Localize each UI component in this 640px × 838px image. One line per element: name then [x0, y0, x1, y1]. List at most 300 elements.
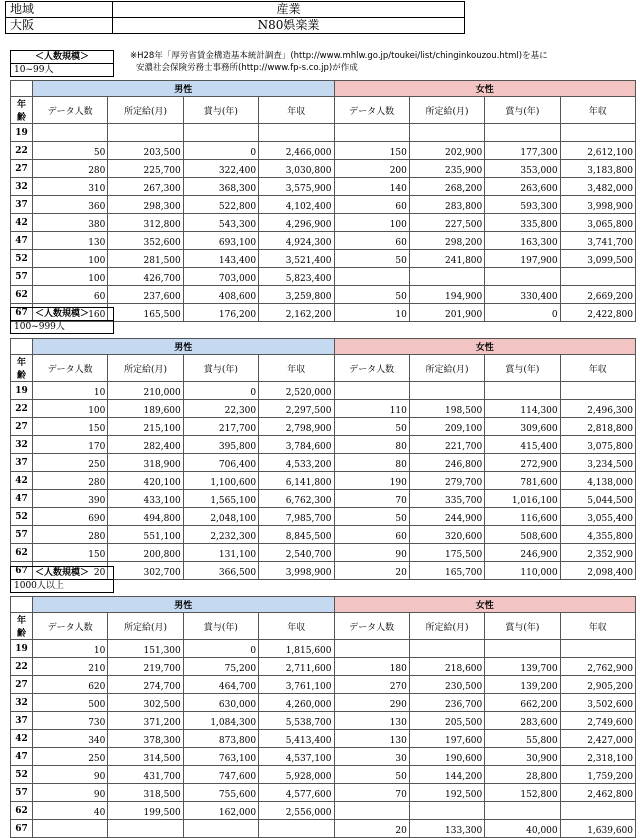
age-cell: 57	[11, 784, 33, 802]
table-row	[11, 178, 636, 196]
male-value-cell: 219,700	[108, 658, 183, 676]
male-value-cell: 494,800	[108, 508, 183, 526]
female-value-cell: 20	[334, 820, 409, 838]
female-value-cell	[409, 124, 484, 142]
female-value-cell: 114,300	[485, 400, 560, 418]
male-value-cell: 747,600	[183, 766, 258, 784]
female-value-cell: 2,098,400	[560, 562, 635, 580]
female-value-cell: 3,502,600	[560, 694, 635, 712]
female-value-cell	[334, 382, 409, 400]
column-header: 所定給(月)	[409, 613, 484, 640]
industry-value: N80娯楽業	[113, 18, 465, 34]
female-value-cell: 4,355,800	[560, 526, 635, 544]
male-value-cell: 543,300	[183, 214, 258, 232]
male-value-cell: 3,761,100	[259, 676, 334, 694]
age-header-blank	[11, 339, 33, 355]
male-value-cell: 225,700	[108, 160, 183, 178]
female-value-cell: 5,044,500	[560, 490, 635, 508]
male-value-cell: 318,500	[108, 784, 183, 802]
male-value-cell: 162,000	[183, 802, 258, 820]
table-row	[11, 232, 636, 250]
female-value-cell: 279,700	[409, 472, 484, 490]
male-value-cell	[259, 820, 334, 838]
column-header: データ人数	[33, 355, 108, 382]
female-value-cell: 335,800	[485, 214, 560, 232]
wage-table	[10, 338, 636, 580]
male-value-cell: 4,924,300	[259, 232, 334, 250]
female-value-cell: 70	[334, 784, 409, 802]
male-value-cell: 280	[33, 526, 108, 544]
female-value-cell: 152,800	[485, 784, 560, 802]
female-value-cell	[560, 124, 635, 142]
female-value-cell: 201,900	[409, 304, 484, 322]
male-value-cell: 298,300	[108, 196, 183, 214]
wage-table	[10, 596, 636, 838]
male-value-cell: 3,259,800	[259, 286, 334, 304]
female-value-cell: 263,600	[485, 178, 560, 196]
size-box	[10, 307, 114, 334]
male-value-cell: 237,600	[108, 286, 183, 304]
column-header: 賞与(年)	[183, 355, 258, 382]
female-value-cell: 268,200	[409, 178, 484, 196]
female-value-cell: 221,700	[409, 436, 484, 454]
female-value-cell: 190,600	[409, 748, 484, 766]
male-value-cell: 755,600	[183, 784, 258, 802]
male-value-cell: 2,556,000	[259, 802, 334, 820]
male-value-cell: 352,600	[108, 232, 183, 250]
female-value-cell: 2,427,000	[560, 730, 635, 748]
male-value-cell: 217,700	[183, 418, 258, 436]
female-value-cell: 20	[334, 562, 409, 580]
female-value-cell	[334, 268, 409, 286]
male-value-cell: 2,297,500	[259, 400, 334, 418]
table-row	[11, 124, 636, 142]
male-value-cell: 40	[33, 802, 108, 820]
region-value: 大阪	[6, 18, 113, 34]
male-value-cell: 4,537,100	[259, 748, 334, 766]
female-value-cell: 60	[334, 232, 409, 250]
female-value-cell: 90	[334, 544, 409, 562]
male-value-cell: 1,100,600	[183, 472, 258, 490]
male-header: 男性	[33, 597, 335, 613]
female-value-cell: 180	[334, 658, 409, 676]
male-value-cell: 2,798,900	[259, 418, 334, 436]
female-value-cell: 177,300	[485, 142, 560, 160]
female-value-cell: 202,900	[409, 142, 484, 160]
female-value-cell: 662,200	[485, 694, 560, 712]
column-header: データ人数	[334, 97, 409, 124]
age-cell: 62	[11, 286, 33, 304]
male-value-cell	[33, 820, 108, 838]
column-header: 賞与(年)	[485, 355, 560, 382]
male-value-cell: 50	[33, 142, 108, 160]
male-value-cell: 620	[33, 676, 108, 694]
female-value-cell: 116,600	[485, 508, 560, 526]
size-title: ＜人数規模＞	[11, 567, 114, 580]
age-cell: 52	[11, 508, 33, 526]
male-value-cell: 3,521,400	[259, 250, 334, 268]
male-value-cell: 368,300	[183, 178, 258, 196]
male-value-cell: 302,500	[108, 694, 183, 712]
male-value-cell: 360	[33, 196, 108, 214]
female-value-cell: 298,200	[409, 232, 484, 250]
male-value-cell: 420,100	[108, 472, 183, 490]
column-header: 所定給(月)	[409, 97, 484, 124]
female-value-cell: 175,500	[409, 544, 484, 562]
female-header: 女性	[334, 339, 636, 355]
male-value-cell: 630,000	[183, 694, 258, 712]
table-row	[11, 490, 636, 508]
age-header-blank	[11, 81, 33, 97]
female-value-cell: 190	[334, 472, 409, 490]
female-value-cell: 80	[334, 454, 409, 472]
male-value-cell: 4,260,000	[259, 694, 334, 712]
male-value-cell: 2,711,600	[259, 658, 334, 676]
male-value-cell: 380	[33, 214, 108, 232]
female-value-cell: 3,055,400	[560, 508, 635, 526]
table-row	[11, 802, 636, 820]
age-cell: 42	[11, 214, 33, 232]
table-row	[11, 250, 636, 268]
table-row	[11, 748, 636, 766]
male-value-cell: 433,100	[108, 490, 183, 508]
male-value-cell: 250	[33, 454, 108, 472]
female-header: 女性	[334, 597, 636, 613]
region-label: 地域	[6, 2, 113, 18]
female-value-cell: 241,800	[409, 250, 484, 268]
female-value-cell: 227,500	[409, 214, 484, 232]
female-value-cell: 2,669,200	[560, 286, 635, 304]
male-value-cell: 2,048,100	[183, 508, 258, 526]
male-value-cell: 199,500	[108, 802, 183, 820]
male-value-cell: 551,100	[108, 526, 183, 544]
female-value-cell: 192,500	[409, 784, 484, 802]
age-cell: 27	[11, 160, 33, 178]
female-value-cell	[560, 382, 635, 400]
female-value-cell: 163,300	[485, 232, 560, 250]
male-value-cell	[259, 124, 334, 142]
male-value-cell: 302,700	[108, 562, 183, 580]
column-header: データ人数	[334, 355, 409, 382]
female-value-cell: 50	[334, 250, 409, 268]
age-cell: 67	[11, 820, 33, 838]
male-value-cell: 314,500	[108, 748, 183, 766]
table-row	[11, 472, 636, 490]
male-value-cell: 5,538,700	[259, 712, 334, 730]
female-value-cell: 197,600	[409, 730, 484, 748]
female-value-cell: 218,600	[409, 658, 484, 676]
age-cell: 19	[11, 640, 33, 658]
female-value-cell: 2,318,100	[560, 748, 635, 766]
female-value-cell	[334, 802, 409, 820]
male-value-cell: 150	[33, 544, 108, 562]
age-cell: 37	[11, 196, 33, 214]
source-note-line2: 安濃社会保険労務士事務所(http://www.fp-s.co.jp)が作成	[136, 63, 358, 73]
age-cell: 52	[11, 766, 33, 784]
female-value-cell: 283,600	[485, 712, 560, 730]
male-value-cell: 4,102,400	[259, 196, 334, 214]
male-value-cell: 282,400	[108, 436, 183, 454]
age-header: 年齢	[11, 355, 33, 382]
male-value-cell: 151,300	[108, 640, 183, 658]
male-value-cell: 200,800	[108, 544, 183, 562]
male-value-cell: 4,296,900	[259, 214, 334, 232]
female-value-cell: 110	[334, 400, 409, 418]
male-value-cell: 250	[33, 748, 108, 766]
male-value-cell: 6,762,300	[259, 490, 334, 508]
male-value-cell: 312,800	[108, 214, 183, 232]
female-value-cell: 283,800	[409, 196, 484, 214]
male-value-cell: 267,300	[108, 178, 183, 196]
table-row	[11, 658, 636, 676]
column-header: 所定給(月)	[108, 613, 183, 640]
table-row	[11, 676, 636, 694]
size-title: ＜人数規模＞	[11, 308, 114, 321]
female-value-cell: 30,900	[485, 748, 560, 766]
male-value-cell: 3,998,900	[259, 562, 334, 580]
male-value-cell: 693,100	[183, 232, 258, 250]
table-row	[11, 454, 636, 472]
female-value-cell: 139,700	[485, 658, 560, 676]
female-value-cell: 60	[334, 196, 409, 214]
female-value-cell: 150	[334, 142, 409, 160]
column-header: データ人数	[334, 613, 409, 640]
male-value-cell	[108, 820, 183, 838]
industry-label: 産業	[113, 2, 465, 18]
male-value-cell: 318,900	[108, 454, 183, 472]
male-value-cell: 322,400	[183, 160, 258, 178]
female-value-cell	[409, 382, 484, 400]
male-value-cell: 203,500	[108, 142, 183, 160]
male-value-cell: 100	[33, 400, 108, 418]
male-value-cell: 3,784,600	[259, 436, 334, 454]
female-value-cell: 1,639,600	[560, 820, 635, 838]
female-value-cell	[485, 640, 560, 658]
column-header: データ人数	[33, 97, 108, 124]
table-row	[11, 712, 636, 730]
male-value-cell: 60	[33, 286, 108, 304]
male-header: 男性	[33, 81, 335, 97]
female-value-cell: 2,905,200	[560, 676, 635, 694]
female-value-cell: 415,400	[485, 436, 560, 454]
female-value-cell: 3,099,500	[560, 250, 635, 268]
male-value-cell: 706,400	[183, 454, 258, 472]
male-value-cell: 100	[33, 250, 108, 268]
male-value-cell: 378,300	[108, 730, 183, 748]
age-header: 年齢	[11, 97, 33, 124]
table-row	[11, 784, 636, 802]
male-value-cell: 390	[33, 490, 108, 508]
female-value-cell: 50	[334, 508, 409, 526]
female-value-cell: 133,300	[409, 820, 484, 838]
female-value-cell: 3,183,800	[560, 160, 635, 178]
age-cell: 62	[11, 802, 33, 820]
male-value-cell: 426,700	[108, 268, 183, 286]
male-value-cell: 5,823,400	[259, 268, 334, 286]
female-value-cell: 110,000	[485, 562, 560, 580]
male-value-cell: 8,845,500	[259, 526, 334, 544]
female-value-cell: 2,612,100	[560, 142, 635, 160]
female-value-cell: 235,900	[409, 160, 484, 178]
age-cell: 19	[11, 382, 33, 400]
male-value-cell: 730	[33, 712, 108, 730]
table-row	[11, 142, 636, 160]
size-box	[10, 50, 114, 77]
source-note-line1: ※H28年「厚労省賃金構造基本統計調査」(http://www.mhlw.go.jp/toukei/list/chinginkouzou.html)を基に	[130, 51, 548, 61]
table-row	[11, 526, 636, 544]
female-value-cell: 10	[334, 304, 409, 322]
column-header: 賞与(年)	[485, 613, 560, 640]
header-table	[5, 1, 465, 34]
female-value-cell: 270	[334, 676, 409, 694]
female-value-cell: 50	[334, 286, 409, 304]
male-value-cell	[183, 820, 258, 838]
male-value-cell: 2,466,000	[259, 142, 334, 160]
table-row	[11, 694, 636, 712]
column-header: 所定給(月)	[409, 355, 484, 382]
male-value-cell: 431,700	[108, 766, 183, 784]
table-row	[11, 766, 636, 784]
male-value-cell: 170	[33, 436, 108, 454]
female-value-cell: 194,900	[409, 286, 484, 304]
female-value-cell: 144,200	[409, 766, 484, 784]
column-header: 年収	[259, 355, 334, 382]
female-value-cell: 230,500	[409, 676, 484, 694]
male-value-cell: 100	[33, 268, 108, 286]
table-row	[11, 418, 636, 436]
age-cell: 47	[11, 232, 33, 250]
female-value-cell: 209,100	[409, 418, 484, 436]
female-value-cell: 309,600	[485, 418, 560, 436]
column-header: 年収	[560, 97, 635, 124]
male-value-cell: 160	[33, 304, 108, 322]
table-row	[11, 268, 636, 286]
male-value-cell: 22,300	[183, 400, 258, 418]
size-value: 10~99人	[11, 64, 114, 77]
column-header: 年収	[259, 613, 334, 640]
female-value-cell: 3,741,700	[560, 232, 635, 250]
female-value-cell: 198,500	[409, 400, 484, 418]
female-value-cell: 330,400	[485, 286, 560, 304]
female-value-cell	[560, 802, 635, 820]
size-value: 100~999人	[11, 321, 114, 334]
table-row	[11, 160, 636, 178]
column-header: 所定給(月)	[108, 355, 183, 382]
female-value-cell	[334, 640, 409, 658]
male-value-cell: 1,565,100	[183, 490, 258, 508]
male-value-cell: 280	[33, 160, 108, 178]
male-value-cell: 3,030,800	[259, 160, 334, 178]
female-value-cell: 2,818,800	[560, 418, 635, 436]
table-row	[11, 820, 636, 838]
female-value-cell: 2,749,600	[560, 712, 635, 730]
female-value-cell: 30	[334, 748, 409, 766]
female-value-cell: 3,482,000	[560, 178, 635, 196]
female-value-cell: 244,900	[409, 508, 484, 526]
female-value-cell: 140	[334, 178, 409, 196]
female-value-cell: 3,998,900	[560, 196, 635, 214]
female-value-cell: 508,600	[485, 526, 560, 544]
size-title: ＜人数規模＞	[11, 51, 114, 64]
table-row	[11, 730, 636, 748]
female-value-cell: 197,900	[485, 250, 560, 268]
source-note	[130, 50, 635, 74]
male-value-cell: 2,232,300	[183, 526, 258, 544]
male-value-cell: 690	[33, 508, 108, 526]
male-value-cell: 464,700	[183, 676, 258, 694]
male-value-cell: 395,800	[183, 436, 258, 454]
age-cell: 67	[11, 562, 33, 580]
female-value-cell: 130	[334, 730, 409, 748]
male-value-cell: 2,540,700	[259, 544, 334, 562]
age-cell: 62	[11, 544, 33, 562]
male-value-cell: 130	[33, 232, 108, 250]
male-value-cell	[33, 124, 108, 142]
female-value-cell: 335,700	[409, 490, 484, 508]
table-row	[11, 544, 636, 562]
male-value-cell: 281,500	[108, 250, 183, 268]
male-value-cell: 0	[183, 382, 258, 400]
age-cell: 42	[11, 730, 33, 748]
table-row	[11, 436, 636, 454]
female-value-cell: 2,762,900	[560, 658, 635, 676]
male-value-cell: 873,800	[183, 730, 258, 748]
male-value-cell: 5,928,000	[259, 766, 334, 784]
female-value-cell: 2,462,800	[560, 784, 635, 802]
male-value-cell: 763,100	[183, 748, 258, 766]
female-value-cell	[560, 268, 635, 286]
column-header: 年収	[560, 355, 635, 382]
female-value-cell: 80	[334, 436, 409, 454]
age-cell: 32	[11, 436, 33, 454]
age-header-blank	[11, 597, 33, 613]
age-cell: 22	[11, 658, 33, 676]
male-value-cell: 75,200	[183, 658, 258, 676]
female-value-cell: 200	[334, 160, 409, 178]
age-cell: 32	[11, 178, 33, 196]
female-value-cell	[560, 640, 635, 658]
male-value-cell: 274,700	[108, 676, 183, 694]
column-header: 所定給(月)	[108, 97, 183, 124]
female-value-cell: 1,016,100	[485, 490, 560, 508]
female-value-cell	[409, 640, 484, 658]
male-value-cell: 7,985,700	[259, 508, 334, 526]
age-cell: 67	[11, 304, 33, 322]
female-value-cell: 2,352,900	[560, 544, 635, 562]
male-value-cell: 408,600	[183, 286, 258, 304]
table-row	[11, 508, 636, 526]
age-cell: 19	[11, 124, 33, 142]
age-cell: 47	[11, 490, 33, 508]
female-value-cell: 246,900	[485, 544, 560, 562]
male-value-cell: 90	[33, 784, 108, 802]
table-row	[11, 640, 636, 658]
column-header: データ人数	[33, 613, 108, 640]
male-value-cell: 210,000	[108, 382, 183, 400]
female-value-cell: 28,800	[485, 766, 560, 784]
male-value-cell: 703,000	[183, 268, 258, 286]
female-value-cell: 40,000	[485, 820, 560, 838]
male-value-cell: 10	[33, 382, 108, 400]
age-cell: 57	[11, 526, 33, 544]
female-value-cell: 139,200	[485, 676, 560, 694]
female-value-cell: 100	[334, 214, 409, 232]
female-value-cell: 60	[334, 526, 409, 544]
female-value-cell	[485, 802, 560, 820]
female-value-cell: 205,500	[409, 712, 484, 730]
age-cell: 22	[11, 142, 33, 160]
male-value-cell: 176,200	[183, 304, 258, 322]
